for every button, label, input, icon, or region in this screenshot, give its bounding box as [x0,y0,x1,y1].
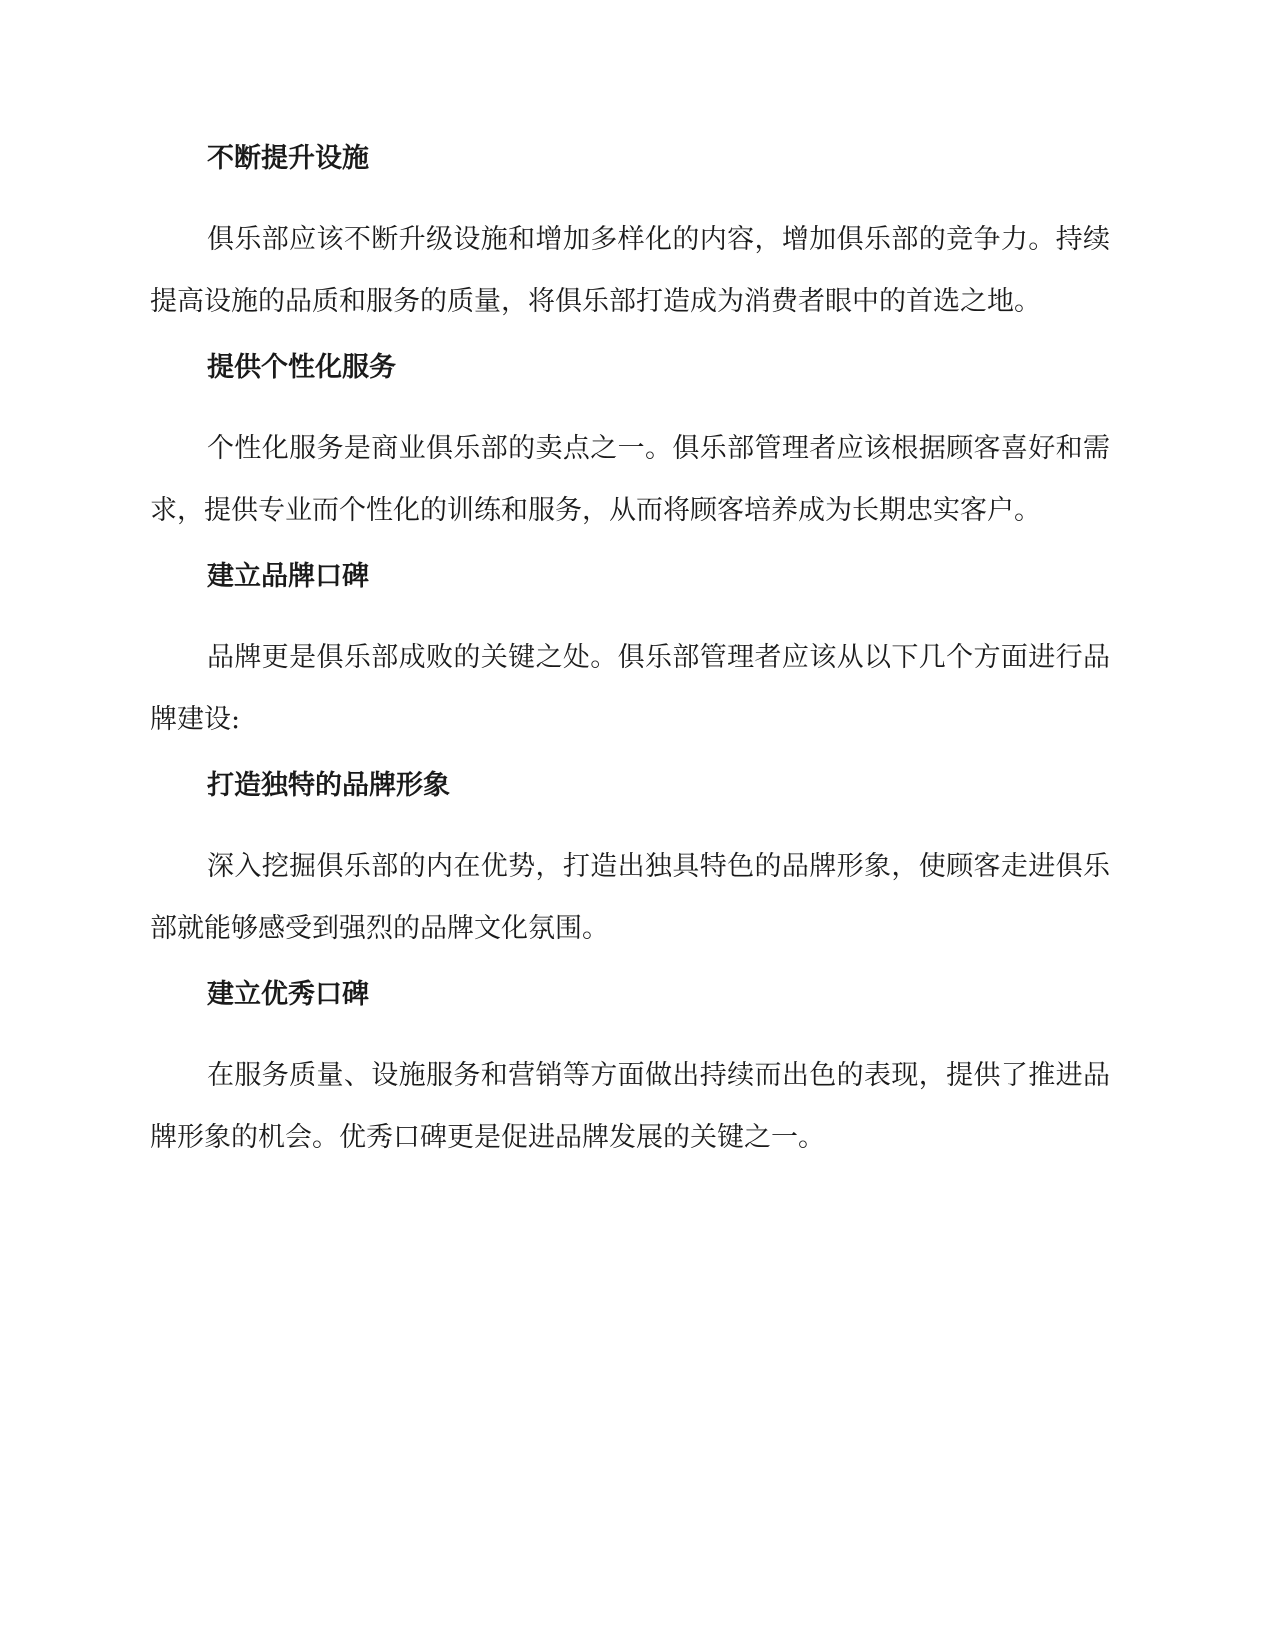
section-heading-brand-reputation: 建立品牌口碑 [207,561,369,592]
section-heading-brand-image: 打造独特的品牌形象 [207,770,450,801]
section-heading-facilities: 不断提升设施 [207,143,369,174]
section-body-excellent-reputation: 在服务质量、设施服务和营销等方面做出持续而出色的表现，提供了推进品牌形象的机会。优秀口碑更是促进品牌发展的关键之一。 [150,1060,1110,1153]
section-body-personalized-service: 个性化服务是商业俱乐部的卖点之一。俱乐部管理者应该根据顾客喜好和需求，提供专业而个性化的训练和服务，从而将顾客培养成为长期忠实客户。 [150,433,1110,526]
section-body-facilities: 俱乐部应该不断升级设施和增加多样化的内容，增加俱乐部的竞争力。持续提高设施的品质和服务的质量，将俱乐部打造成为消费者眼中的首选之地。 [150,224,1110,317]
section-body-brand-reputation: 品牌更是俱乐部成败的关键之处。俱乐部管理者应该从以下几个方面进行品牌建设: [150,642,1110,735]
section-heading-excellent-reputation: 建立优秀口碑 [207,979,369,1010]
section-heading-personalized-service: 提供个性化服务 [207,352,396,383]
section-body-brand-image: 深入挖掘俱乐部的内在优势，打造出独具特色的品牌形象，使顾客走进俱乐部就能够感受到强烈的品牌文化氛围。 [150,851,1110,944]
document-content [150,141,1110,1186]
